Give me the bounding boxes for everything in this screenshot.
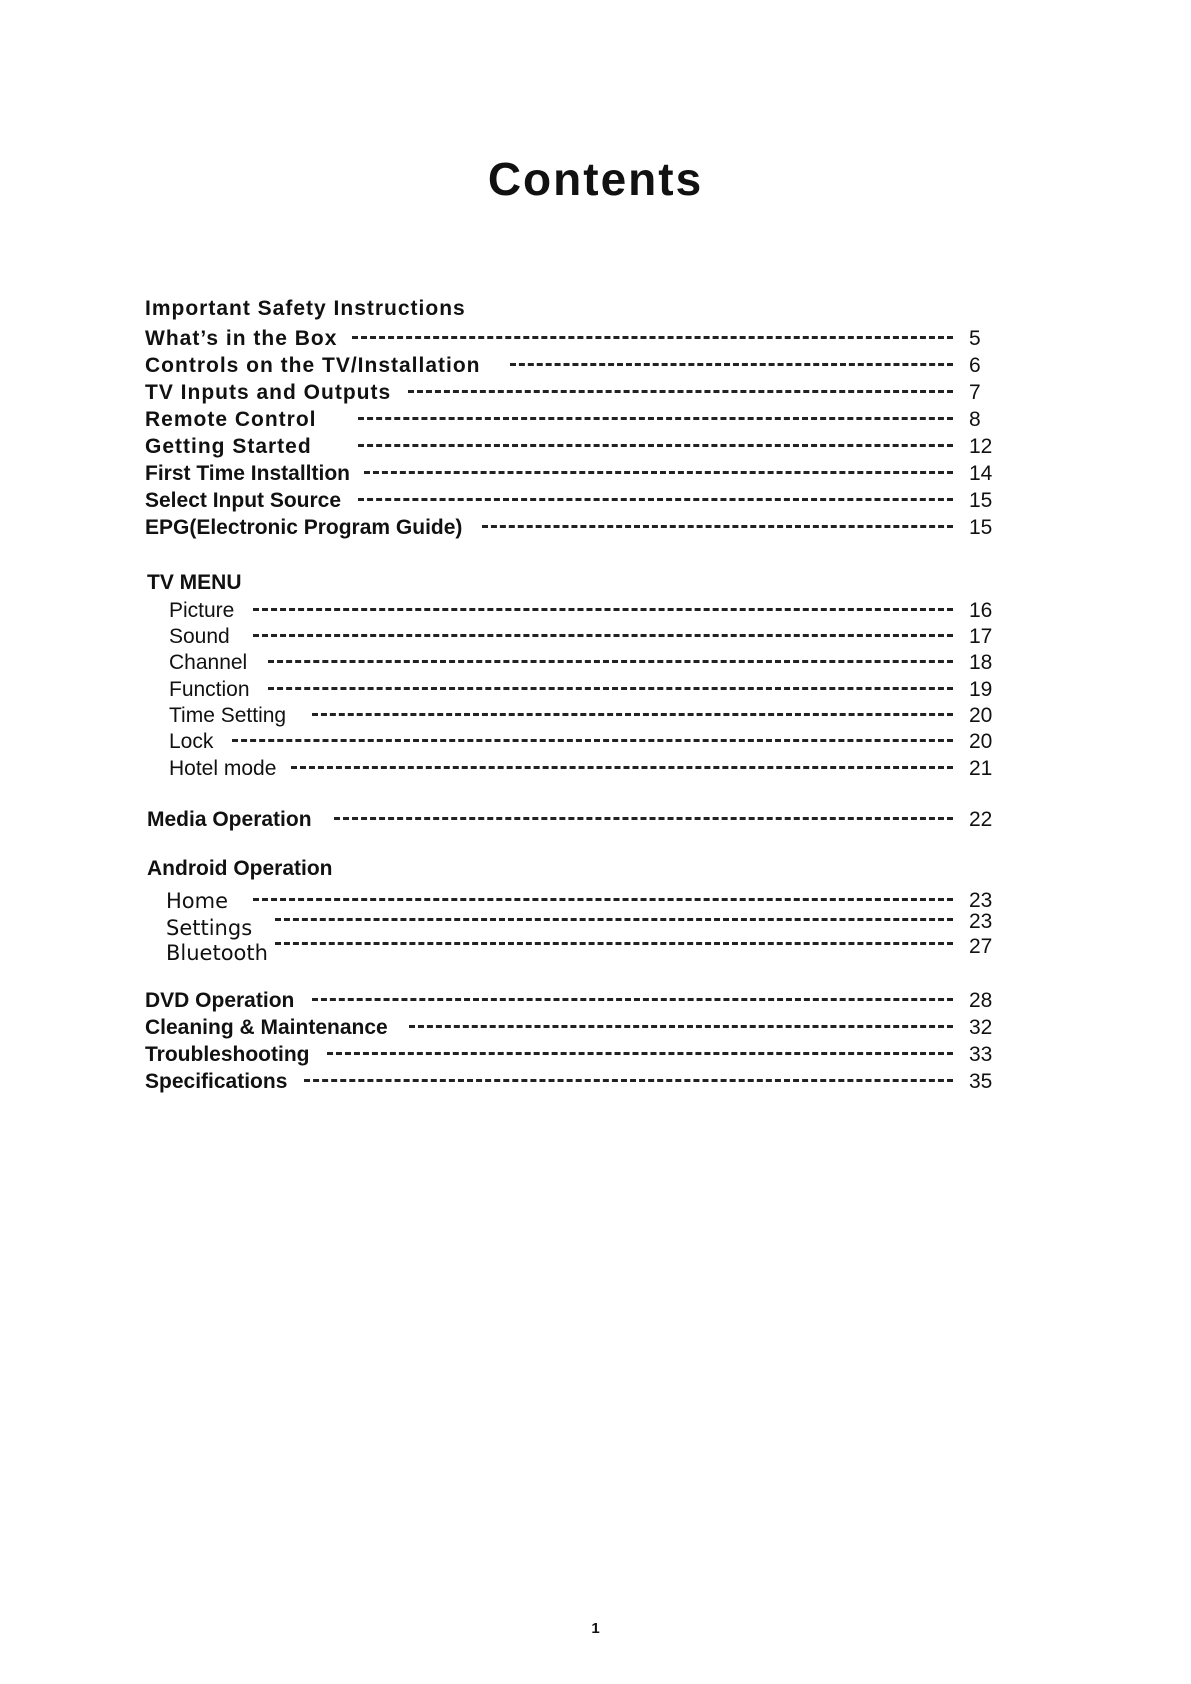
- toc-entry-page: 23: [969, 889, 993, 912]
- leader-dots: [364, 471, 953, 474]
- leader-dots: [253, 608, 953, 611]
- toc-entry-label: Troubleshooting: [145, 1043, 310, 1066]
- leader-dots: [358, 498, 953, 501]
- leader-dots: [312, 998, 953, 1001]
- section-heading-android: Android Operation: [147, 857, 333, 880]
- toc-entry-bluetooth[interactable]: [0, 936, 1191, 964]
- toc-entry-controls[interactable]: [0, 353, 1191, 381]
- toc-entry-troubleshooting[interactable]: [0, 1042, 1191, 1070]
- toc-entry-whats-in-the-box[interactable]: [0, 326, 1191, 354]
- toc-entry-label: First Time Installtion: [145, 462, 350, 485]
- toc-entry-page: 21: [969, 757, 993, 780]
- toc-entry-page: 5: [969, 327, 981, 350]
- page-title: Contents: [487, 153, 704, 205]
- toc-entry-picture[interactable]: [0, 598, 1191, 626]
- leader-dots: [253, 634, 953, 637]
- leader-dots: [358, 417, 953, 420]
- toc-entry-page: 32: [969, 1016, 993, 1039]
- toc-entry-lock[interactable]: [0, 729, 1191, 757]
- toc-entry-page: 22: [969, 808, 993, 831]
- toc-entry-page: 28: [969, 989, 993, 1012]
- leader-dots: [275, 942, 953, 945]
- section-heading-tv-menu: TV MENU: [147, 571, 242, 594]
- section-heading-safety: Important Safety Instructions: [145, 297, 466, 320]
- toc-entry-select-input[interactable]: [0, 488, 1191, 516]
- leader-dots: [291, 766, 953, 769]
- toc-entry-specifications[interactable]: [0, 1069, 1191, 1097]
- toc-entry-dvd-operation[interactable]: [0, 988, 1191, 1016]
- toc-entry-page: 35: [969, 1070, 993, 1093]
- toc-entry-page: 18: [969, 651, 993, 674]
- leader-dots: [409, 1025, 953, 1028]
- leader-dots: [268, 660, 953, 663]
- toc-entry-page: 6: [969, 354, 981, 377]
- toc-entry-channel[interactable]: [0, 650, 1191, 678]
- leader-dots: [334, 817, 953, 820]
- toc-entry-label: What’s in the Box: [145, 327, 338, 350]
- toc-entry-label: Select Input Source: [145, 489, 342, 512]
- toc-entry-label: Function: [169, 678, 250, 701]
- toc-entry-page: 19: [969, 678, 993, 701]
- toc-entry-label: Controls on the TV/Installation: [145, 354, 481, 377]
- leader-dots: [352, 336, 953, 339]
- toc-entry-page: 16: [969, 599, 993, 622]
- toc-entry-label: Settings: [166, 916, 253, 940]
- toc-entry-tv-inputs-outputs[interactable]: [0, 380, 1191, 408]
- toc-entry-label: TV Inputs and Outputs: [145, 381, 392, 404]
- toc-entry-label: Sound: [169, 625, 230, 648]
- toc-entry-epg[interactable]: [0, 515, 1191, 543]
- toc-entry-page: 14: [969, 462, 993, 485]
- toc-entry-hotel-mode[interactable]: [0, 756, 1191, 784]
- leader-dots: [312, 713, 953, 716]
- toc-entry-page: 17: [969, 625, 993, 648]
- toc-entry-page: 15: [969, 516, 993, 539]
- leader-dots: [358, 444, 953, 447]
- toc-entry-page: 27: [969, 935, 993, 958]
- leader-dots: [275, 918, 953, 921]
- toc-entry-getting-started[interactable]: [0, 434, 1191, 462]
- toc-entry-remote-control[interactable]: [0, 407, 1191, 435]
- leader-dots: [304, 1079, 953, 1082]
- toc-entry-page: 7: [969, 381, 981, 404]
- toc-entry-media-operation[interactable]: [0, 807, 1191, 835]
- toc-entry-label: DVD Operation: [145, 989, 295, 1012]
- leader-dots: [268, 687, 953, 690]
- toc-entry-page: 20: [969, 730, 993, 753]
- toc-entry-page: 12: [969, 435, 993, 458]
- toc-entry-label: Specifications: [145, 1070, 288, 1093]
- toc-entry-label: Bluetooth: [166, 941, 268, 965]
- toc-entry-label: Lock: [169, 730, 214, 753]
- leader-dots: [482, 525, 953, 528]
- toc-entry-sound[interactable]: [0, 624, 1191, 652]
- toc-entry-page: 20: [969, 704, 993, 727]
- toc-entry-function[interactable]: [0, 677, 1191, 705]
- footer-page-number: 1: [591, 1620, 600, 1637]
- toc-entry-page: 23: [969, 910, 993, 933]
- toc-entry-label: Getting Started: [145, 435, 312, 458]
- leader-dots: [232, 739, 953, 742]
- toc-entry-label: Channel: [169, 651, 248, 674]
- toc-entry-page: 33: [969, 1043, 993, 1066]
- toc-entry-page: 8: [969, 408, 981, 431]
- toc-entry-label: EPG(Electronic Program Guide): [145, 516, 463, 539]
- toc-entry-label: Cleaning & Maintenance: [145, 1016, 388, 1039]
- toc-entry-time-setting[interactable]: [0, 703, 1191, 731]
- leader-dots: [510, 363, 953, 366]
- toc-entry-label: Time Setting: [169, 704, 287, 727]
- toc-entry-label: Remote Control: [145, 408, 317, 431]
- toc-entry-label: Media Operation: [147, 808, 312, 831]
- toc-entry-page: 15: [969, 489, 993, 512]
- leader-dots: [408, 390, 953, 393]
- toc-entry-label: Picture: [169, 599, 235, 622]
- toc-entry-first-time[interactable]: [0, 461, 1191, 489]
- toc-entry-cleaning[interactable]: [0, 1015, 1191, 1043]
- toc-entry-label: Home: [166, 889, 229, 913]
- toc-entry-label: Hotel mode: [169, 757, 277, 780]
- leader-dots: [327, 1052, 953, 1055]
- leader-dots: [253, 898, 953, 901]
